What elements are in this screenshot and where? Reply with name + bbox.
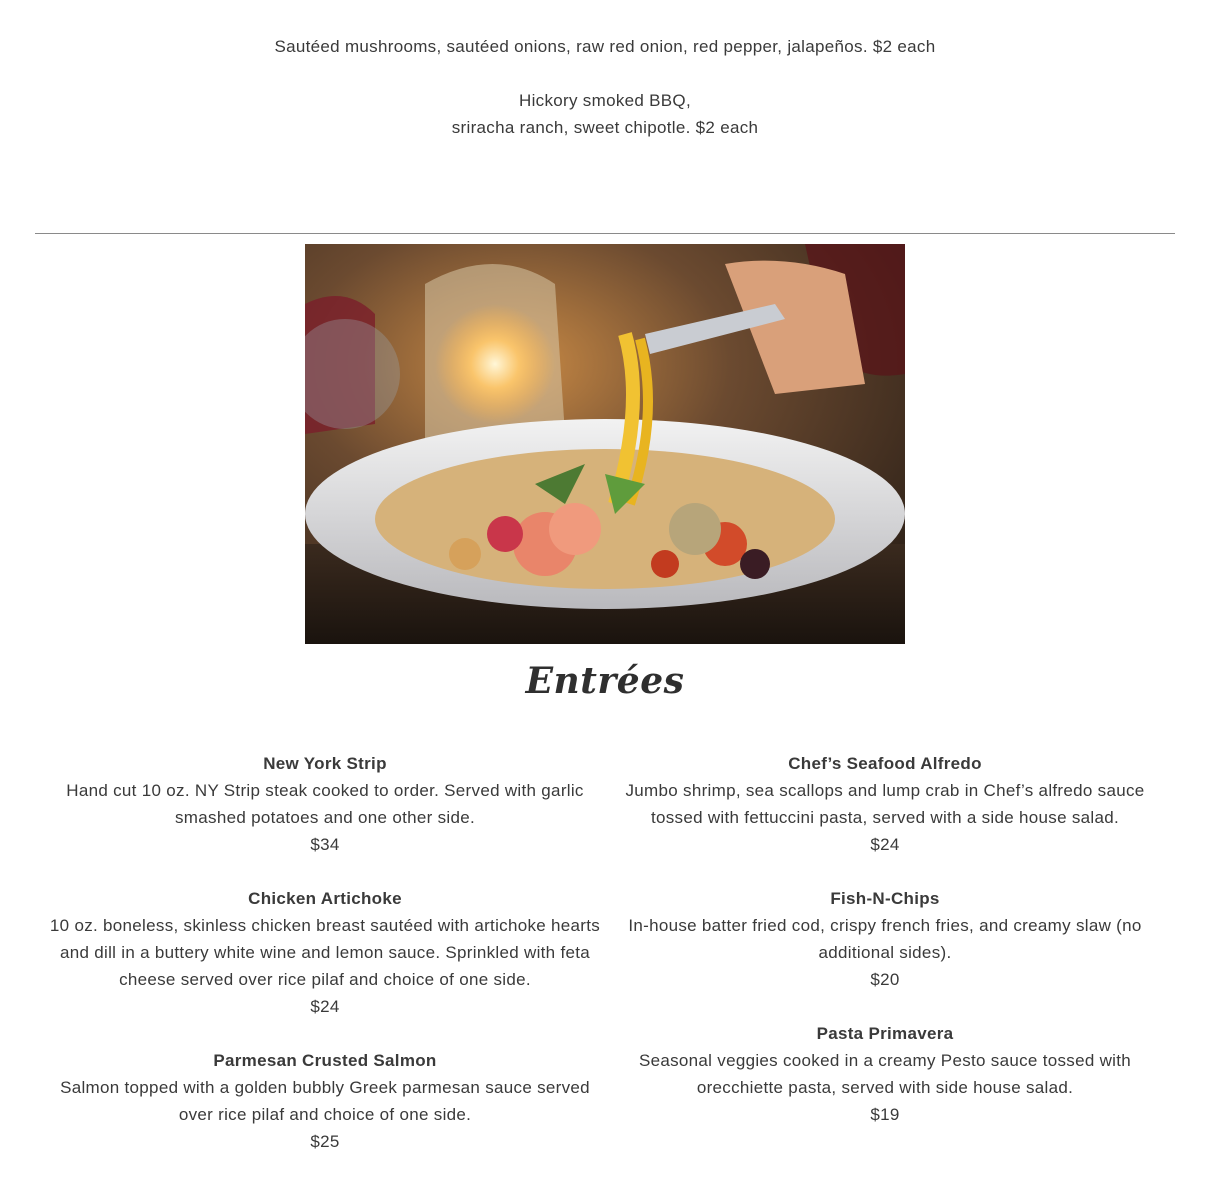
- addons-sauces-line2: sriracha ranch, sweet chipotle. $2 each: [451, 118, 759, 137]
- menu-item-name: Chef’s Seafood Alfredo: [788, 754, 982, 773]
- menu-item-name: Chicken Artichoke: [248, 889, 402, 908]
- menu-item: [605, 885, 1165, 993]
- menu-item-name: Fish-N-Chips: [830, 889, 940, 908]
- menu-item-price: $19: [870, 1105, 900, 1124]
- menu-item: [605, 1020, 1165, 1128]
- menu-item-name: New York Strip: [263, 754, 387, 773]
- addons-sauces-line1: Hickory smoked BBQ,: [519, 91, 691, 110]
- menu-item-price: $34: [310, 835, 340, 854]
- menu-item-description: In-house batter fried cod, crispy french fries, and creamy slaw (no additional sides).: [628, 916, 1142, 962]
- section-divider: [35, 233, 1175, 234]
- menu-item-name: Pasta Primavera: [816, 1024, 954, 1043]
- menu-item-price: $20: [870, 970, 900, 989]
- menu-item-price: $24: [870, 835, 900, 854]
- entrees-right-column: [605, 750, 1165, 1155]
- entrees-left-column: [45, 750, 605, 1182]
- addons-veggies: Sautéed mushrooms, sautéed onions, raw red onion, red pepper, jalapeños. $2 each: [274, 37, 936, 56]
- addons-section: [0, 33, 1210, 141]
- menu-item: [45, 885, 605, 1020]
- menu-item-price: $25: [310, 1132, 340, 1151]
- menu-item-description: Salmon topped with a golden bubbly Greek parmesan sauce served over rice pilaf and choice of one side.: [60, 1078, 590, 1124]
- menu-item-description: Jumbo shrimp, sea scallops and lump crab in Chef’s alfredo sauce tossed with fettuccini pasta, served with a side house salad.: [625, 781, 1145, 827]
- menu-item: [45, 1047, 605, 1155]
- menu-item-description: 10 oz. boneless, skinless chicken breast sautéed with artichoke hearts and dill in a buttery white wine and lemon sauce. Sprinkled with feta cheese served over rice pilaf and choice of one side.: [49, 916, 601, 989]
- menu-item: [605, 750, 1165, 858]
- menu-item-description: Seasonal veggies cooked in a creamy Pesto sauce tossed with orecchiette pasta, served with side house salad.: [638, 1051, 1132, 1097]
- menu-item-price: $24: [310, 997, 340, 1016]
- menu-item: [45, 750, 605, 858]
- pasta-dish-photo: [305, 244, 905, 644]
- menu-item-name: Parmesan Crusted Salmon: [213, 1051, 437, 1070]
- menu-item-description: Hand cut 10 oz. NY Strip steak cooked to order. Served with garlic smashed potatoes and one other side.: [66, 781, 584, 827]
- entrees-title: Entrées: [525, 660, 685, 702]
